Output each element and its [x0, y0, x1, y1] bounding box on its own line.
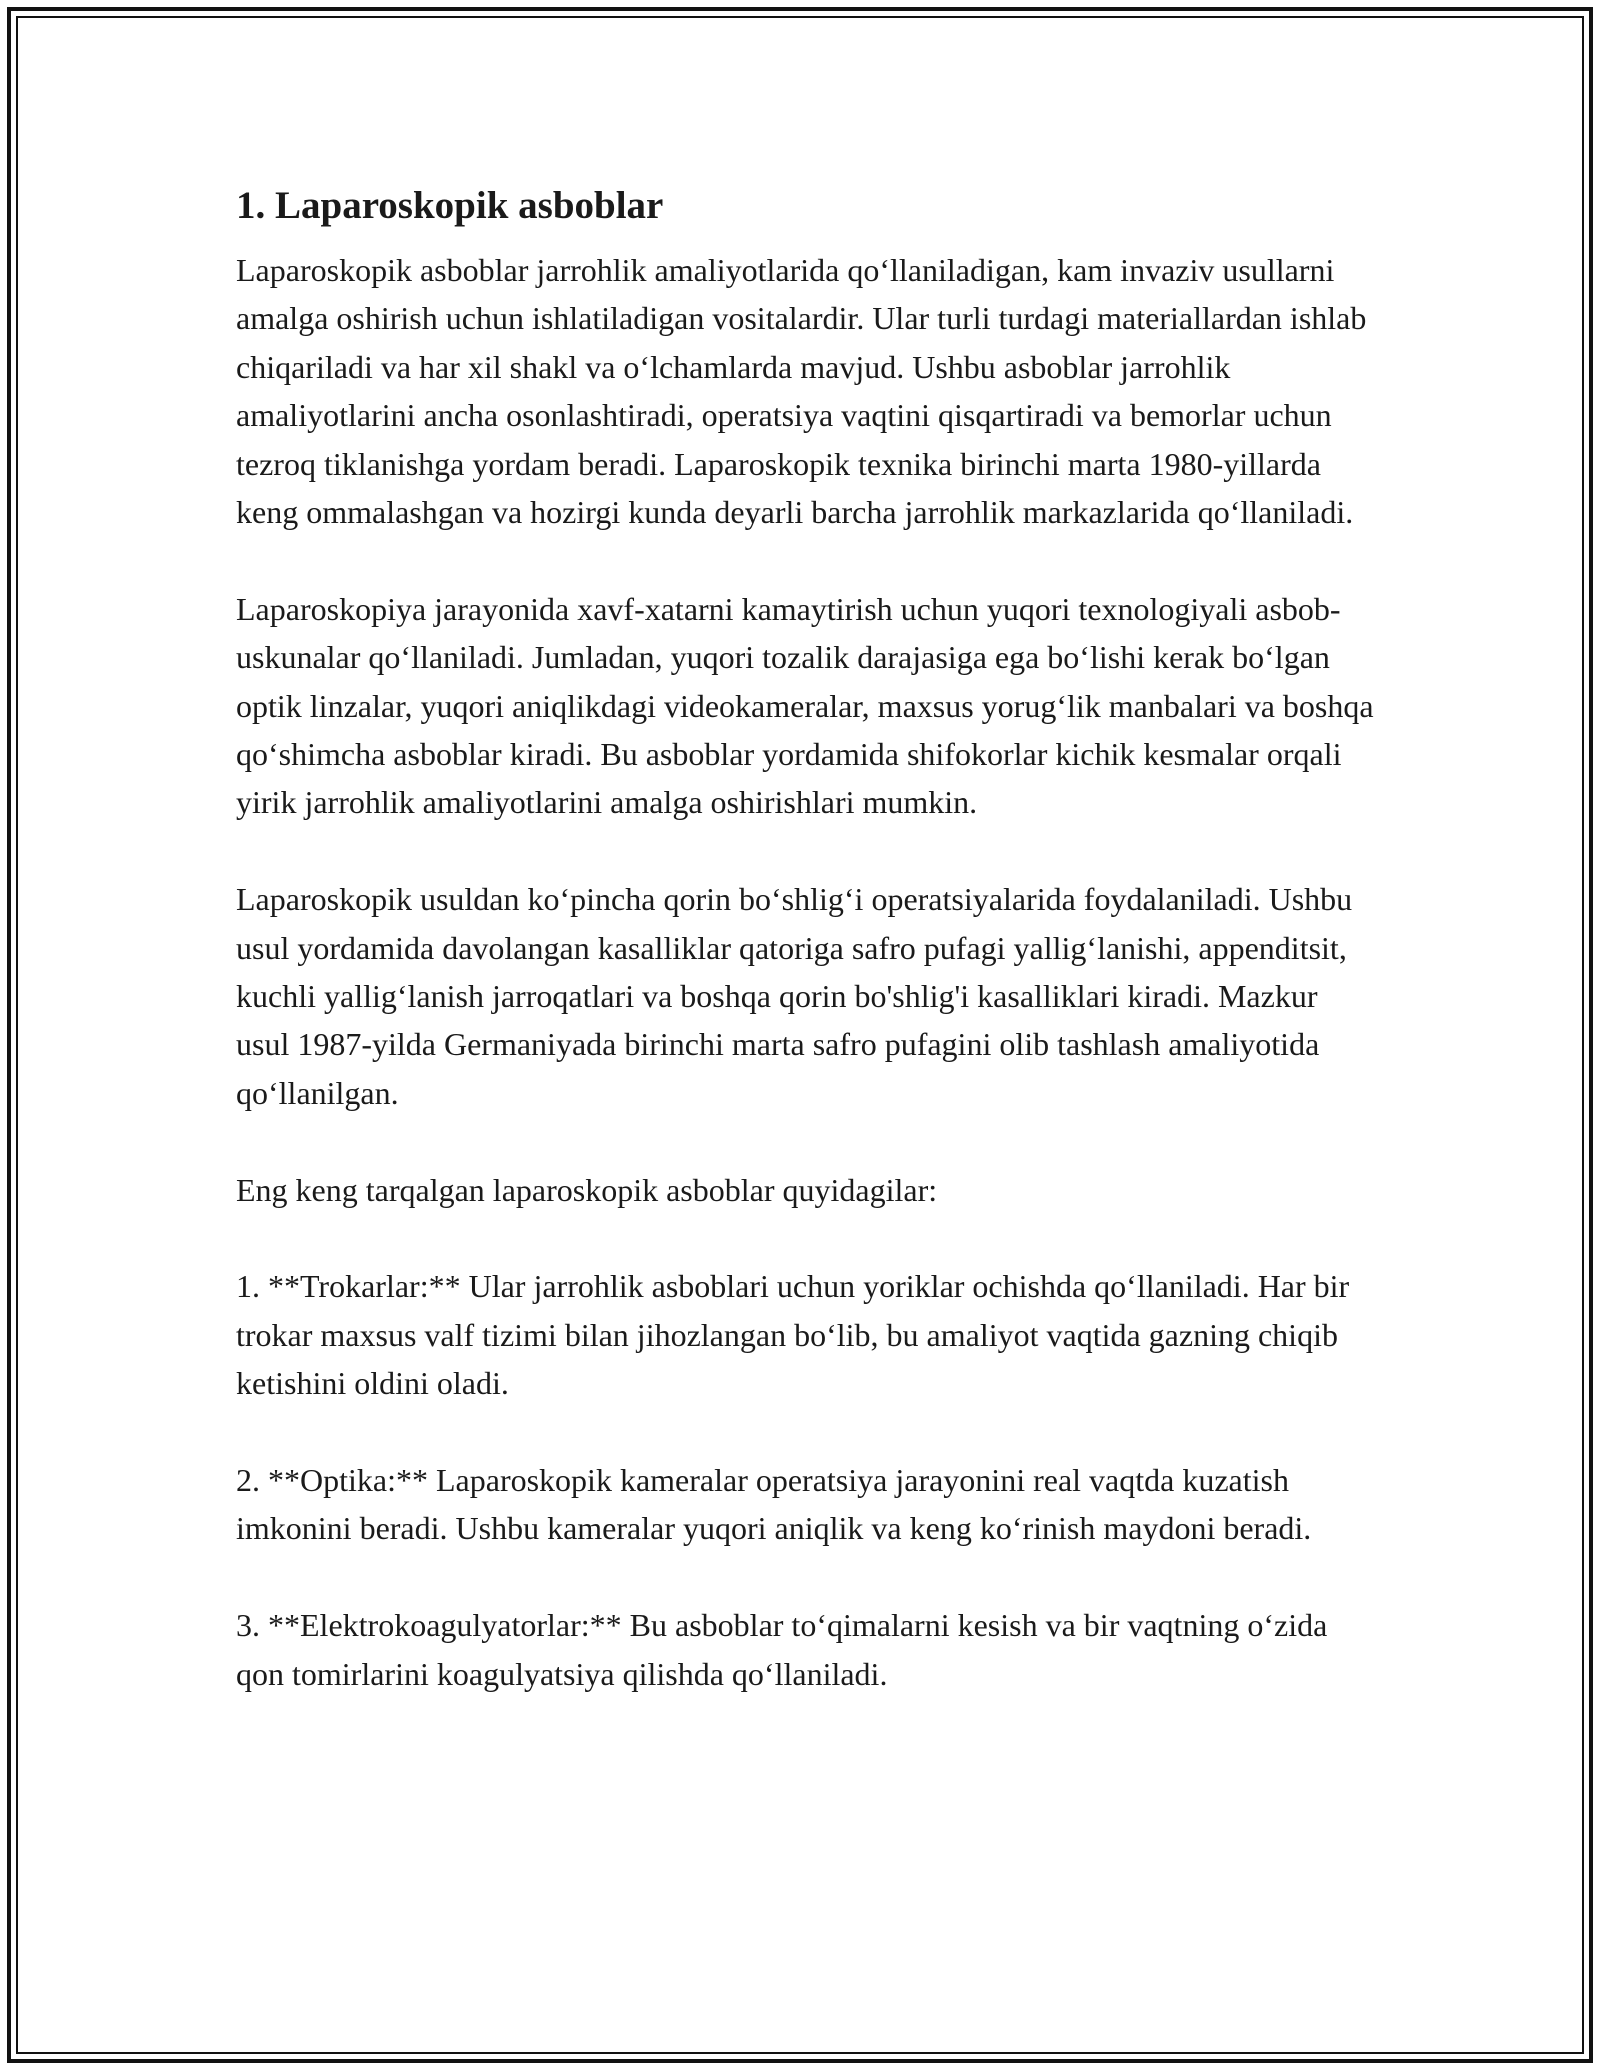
list-item-optika: 2. **Optika:** Laparoskopik kameralar operatsiya jarayonini real vaqtda kuzatish imkonini beradi. Ushbu kameralar yuqori aniqlik va keng ko‘rinish maydoni beradi.: [236, 1462, 1312, 1547]
paragraph-intro: Laparoskopik asboblar jarrohlik amaliyotlarida qo‘llaniladigan, kam invaziv usullarni amalga oshirish uchun ishlatiladigan vositalardir. Ular turli turdagi materiallardan ishlab chiqariladi va har xil shakl va o‘lchamlarda mavjud. Ushbu asboblar jarrohlik amaliyotlarini ancha osonlashtiradi, operatsiya vaqtini qisqartiradi va bemorlar uchun tezroq tiklanishga yordam beradi. Laparoskopik texnika birinchi marta 1980-yillarda keng ommalashgan va hozirgi kunda deyarli barcha jarrohlik markazlarida qo‘llaniladi.: [236, 252, 1367, 531]
list-item-elektrokoagulyatorlar: 3. **Elektrokoagulyatorlar:** Bu asboblar to‘qimalarni kesish va bir vaqtning o‘zida qon tomirlarini koagulyatsiya qilishda qo‘llaniladi.: [236, 1607, 1328, 1692]
paragraph-usage: Laparoskopik usuldan ko‘pincha qorin bo‘shlig‘i operatsiyalarida foydalaniladi. Ushbu usul yordamida davolangan kasalliklar qatoriga safro pufagi yallig‘lanishi, appenditsit, kuchli yallig‘lanish jarroqatlari va boshqa qorin bo'shlig'i kasalliklari kiradi. Mazkur usul 1987-yilda Germaniyada birinchi marta safro pufagini olib tashlash amaliyotida qo‘llanilgan.: [236, 881, 1353, 1111]
section-heading: 1. Laparoskopik asboblar: [236, 184, 664, 227]
document-content: [236, 180, 1376, 1698]
paragraph-technology: Laparoskopiya jarayonida xavf-xatarni kamaytirish uchun yuqori texnologiyali asbob-uskunalar qo‘llaniladi. Jumladan, yuqori tozalik darajasiga ega bo‘lishi kerak bo‘lgan optik linzalar, yuqori aniqlikdagi videokameralar, maxsus yorug‘lik manbalari va boshqa qo‘shimcha asboblar kiradi. Bu asboblar yordamida shifokorlar kichik kesmalar orqali yirik jarrohlik amaliyotlarini amalga oshirishlari mumkin.: [236, 590, 1374, 821]
list-item-trokarlar: 1. **Trokarlar:** Ular jarrohlik asboblari uchun yoriklar ochishda qo‘llaniladi. Har bir trokar maxsus valf tizimi bilan jihozlangan bo‘lib, bu amaliyot vaqtida gazning chiqib ketishini oldini oladi.: [236, 1268, 1350, 1402]
paragraph-list-intro: Eng keng tarqalgan laparoskopik asboblar quyidagilar:: [236, 1171, 938, 1208]
